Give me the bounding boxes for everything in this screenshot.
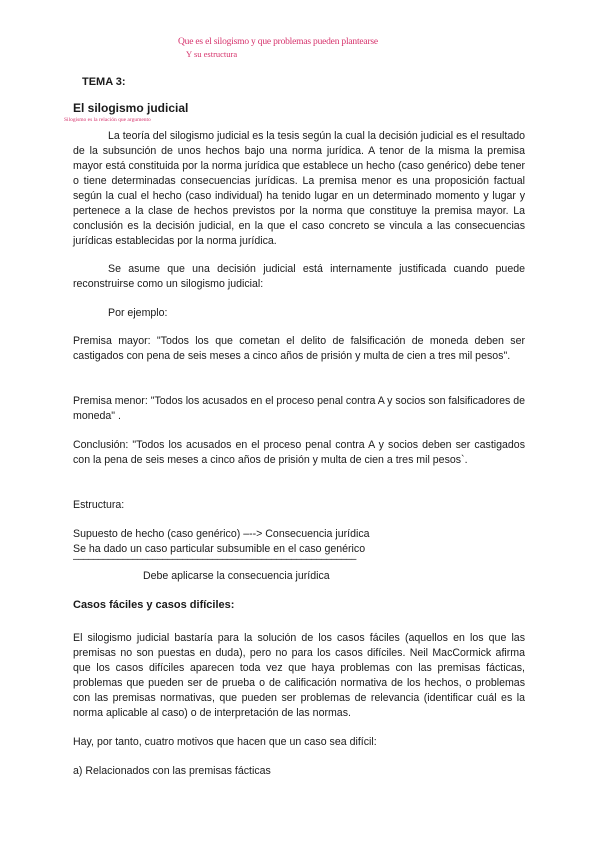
paragraph-justification: Se asume que una decisión judicial está internamente justificada cuando puede reconstruirse como un silogismo judicial: xyxy=(73,263,525,290)
section-label: TEMA 3: xyxy=(82,76,126,88)
premise-minor: Premisa menor: "Todos los acusados en el proceso penal contra A y socios son falsificadores de moneda" . xyxy=(73,395,525,422)
paragraph-four-reasons: Hay, por tanto, cuatro motivos que hacen que un caso sea difícil: xyxy=(73,736,377,748)
structure-label: Estructura: xyxy=(73,499,125,511)
paragraph-hard-cases: El silogismo judicial bastaría para la solución de los casos fáciles (aquellos en los que las premisas no son puestas en duda), pero no para los casos difíciles. Neil MacCormick afirma que los casos difíciles aparecen toda vez que haya problemas con las premisas fácticas, problemas que pueden ser de prueba o de calificación normativa de los hechos, o problemas con las premisas normativas, que pueden ser problemas de relevancia (identificar cuál es la norma aplicable al caso) o de interpretación de las normas. xyxy=(73,632,525,719)
handwritten-margin-note: Silogismo es la relación que argumento xyxy=(64,117,151,123)
example-intro: Por ejemplo: xyxy=(108,307,168,319)
section-2-title: Casos fáciles y casos difíciles: xyxy=(73,599,235,611)
schema-line-particular: Se ha dado un caso particular subsumible en el caso genérico xyxy=(73,543,366,555)
paragraph-definition: La teoría del silogismo judicial es la tesis según la cual la decisión judicial es el resultado de la subsunción de unos hechos bajo una norma jurídica. A tenor de la misma la premisa mayor está constituida por la norma jurídica que establece un hecho (caso genérico) debe tener o tiene determinadas consecuencias jurídicas. La premisa menor es una proposición factual según la cual el hecho (caso individual) ha tenido lugar en un determinado momento y lugar y pertenece a la clase de hechos previstos por la norma que constituye la premisa mayor. La conclusión es la decisión judicial, en la que el caso concreto se vincula a las consecuencias jurídicas establecidas por la norma jurídica. xyxy=(73,130,525,247)
handwritten-annotation-subtitle: Y su estructura xyxy=(186,49,238,59)
premise-major: Premisa mayor: "Todos los que cometan el delito de falsificación de moneda deben ser castigados con pena de seis meses a cinco años de prisión y multa de cien a tres mil pesos". xyxy=(73,335,525,362)
list-item-a: a) Relacionados con las premisas fácticas xyxy=(73,765,271,777)
handwritten-annotation-title: Que es el silogismo y que problemas pueden plantearse xyxy=(178,37,378,47)
document-title: El silogismo judicial xyxy=(73,101,189,115)
schema-line-generic: Supuesto de hecho (caso genérico) –--> Consecuencia jurídica xyxy=(73,528,370,540)
schema-line-conclusion: Debe aplicarse la consecuencia jurídica xyxy=(143,570,330,582)
schema-divider: ––––––––––––––––––––––––––––––––––––––––––––––––––––––––– xyxy=(73,554,356,565)
conclusion: Conclusión: "Todos los acusados en el proceso penal contra A y socios deben ser castigados con la pena de seis meses a cinco años de prisión y multa de cien a tres mil pesos`. xyxy=(73,439,525,466)
